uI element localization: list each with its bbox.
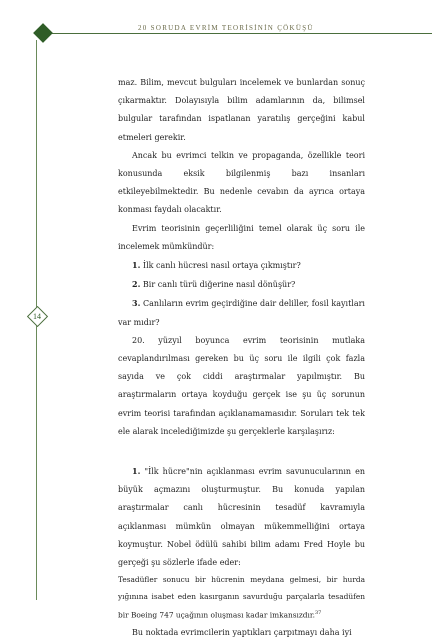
paragraph-text: "İlk hücre"nin açıklanması evrim savunucularının en büyük açmazını oluşturmuştur. Bu konuda yapılan araştırmalar canlı hücresinin tesadüf kavramıyla açıklanması mümkün olmayan mükemmelliğini ortaya koymuştur. Nobel ödülü sahibi bilim adamı Fred Hoyle bu gerçeği şu sözlerle ifade eder: (118, 467, 365, 568)
paragraph (118, 462, 365, 572)
paragraph: Evrim teorisinin geçerliliğini temel olarak üç soru ile incelemek mümkündür: (118, 223, 365, 251)
header-rule (44, 33, 432, 34)
page-number (26, 305, 48, 327)
quote-text: Tesadüfler sonucu bir hücrenin meydana gelmesi, bir hurda yığınına isabet eden kasırganın savurduğu parçalarla tesadüfen bir Boeing 747 uçağının oluşması kadar imkansızdır. (118, 575, 365, 620)
question-text: Canlıların evrim geçirdiğine dair deliller, fosil kayıtları var mıdır? (118, 299, 365, 327)
question-number: 2. (132, 279, 141, 290)
paragraph: 20. yüzyıl boyunca evrim teorisinin mutlaka cevaplandırılması gereken bu üç soru ile ilgili çok fazla sayıda ve çok ciddi araştırmalar yapılmıştır. Bu araştırmaların ortaya koyduğu gerçek ise şu üç sorunun evrim teorisi tarafından açıklanamamasıdır. Soruları tek tek ele alarak incelediğimizde şu gerçeklerle karşılaşırız: (118, 335, 365, 436)
section-gap (118, 441, 365, 462)
page-number-label: 14 (33, 311, 41, 321)
running-header: 20 SORUDA EVRİM TEORİSİNİN ÇÖKÜŞÜ (138, 24, 314, 32)
footnote-ref: 37 (314, 610, 322, 617)
question-number: 1. (132, 260, 141, 271)
page-body (118, 74, 365, 642)
paragraph: Bu noktada evrimcilerin yaptıkları çarpıtmayı daha iyi (132, 628, 352, 638)
question-item (118, 256, 365, 275)
question-item (118, 275, 365, 294)
block-quote (118, 572, 365, 624)
question-number: 3. (132, 298, 141, 309)
paragraph: Ancak bu evrimci telkin ve propaganda, özellikle teori konusunda eksik bilgilenmiş bazı insanları etkileyebilmektedir. Bu nedenle cevabın da ayrıca ortaya konması faydalı olacaktır. (118, 150, 365, 215)
paragraph: maz. Bilim, mevcut bulguları incelemek ve bunlardan sonuç çıkarmaktır. Dolayısıyla bilim adamlarının da, bilimsel bulgular tarafından ispatlanan yaratılış gerçeğini kabul etmeleri gerekir. (118, 78, 365, 142)
question-text: Bir canlı türü diğerine nasıl dönüşür? (142, 280, 296, 290)
section-number: 1. (132, 466, 141, 477)
question-text: İlk canlı hücresi nasıl ortaya çıkmıştır? (142, 261, 301, 271)
question-item (118, 294, 365, 331)
